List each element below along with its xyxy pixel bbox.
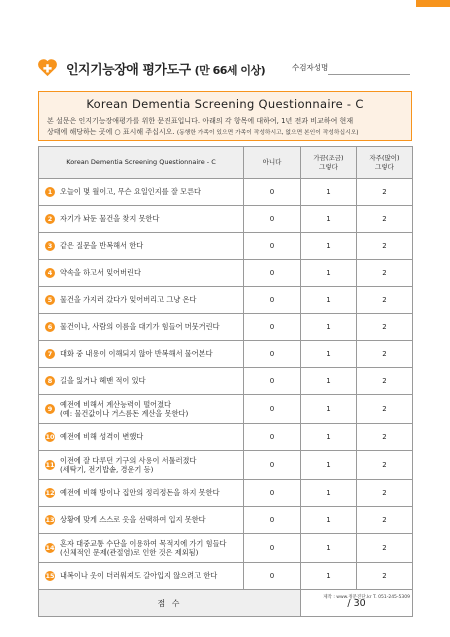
question-text	[60, 400, 188, 419]
score-option-1[interactable]: 1	[301, 368, 357, 395]
question-text-line: 같은 질문을 반복해서 한다	[60, 241, 144, 251]
score-option-1[interactable]: 1	[301, 424, 357, 451]
score-option-1[interactable]: 1	[301, 451, 357, 480]
question-text	[60, 432, 143, 442]
question-content	[45, 571, 243, 581]
question-content	[45, 400, 243, 419]
question-number-badge: 12	[45, 489, 55, 497]
score-option-1[interactable]: 1	[301, 563, 357, 590]
score-option-2[interactable]: 2	[357, 179, 413, 206]
table-row	[39, 314, 413, 341]
question-content	[45, 268, 243, 278]
score-option-0[interactable]: 0	[244, 451, 301, 480]
title-main: 인지기능장애 평가도구	[66, 63, 191, 78]
score-option-2[interactable]: 2	[357, 534, 413, 563]
question-content	[45, 214, 243, 224]
table-row	[39, 233, 413, 260]
question-text	[60, 515, 206, 525]
question-text	[60, 187, 201, 197]
question-content	[45, 539, 243, 558]
score-option-1[interactable]: 1	[301, 534, 357, 563]
score-option-2[interactable]: 2	[357, 424, 413, 451]
score-option-0[interactable]: 0	[244, 507, 301, 534]
score-option-2[interactable]: 2	[357, 507, 413, 534]
question-text	[60, 268, 141, 278]
header-sometimes-l1: 가끔(조금)	[313, 153, 344, 162]
question-content	[45, 241, 243, 251]
question-cell	[39, 341, 244, 368]
question-text-line: 상황에 맞게 스스로 옷을 선택하여 입지 못한다	[60, 515, 206, 525]
score-option-2[interactable]: 2	[357, 451, 413, 480]
question-content	[45, 456, 243, 475]
question-text-line: 오늘이 몇 월이고, 무슨 요일인지를 잘 모른다	[60, 187, 201, 197]
header-often-l1: 자주(많이)	[369, 153, 400, 162]
question-text-line: 내복이나 옷이 더러워져도 갈아입지 않으려고 한다	[60, 571, 218, 581]
question-number-badge: 13	[45, 516, 55, 524]
title-sub: (만 66세 이상)	[194, 64, 266, 77]
score-option-0[interactable]: 0	[244, 314, 301, 341]
question-text-line: (신체적인 문제(관절염)로 인한 것은 제외됨)	[60, 548, 199, 557]
intro-line-1: 본 설문은 인지기능장애평가를 위한 문진표입니다. 아래의 각 항목에 대하여, 1년 전과 비교하여 현재	[47, 117, 354, 125]
intro-line-2-main: 상태에 해당하는 곳에 ○ 표시해 주십시오.	[47, 127, 175, 136]
question-number-badge: 1	[45, 187, 55, 197]
total-label: 점 수	[39, 590, 301, 617]
question-content	[45, 322, 243, 332]
question-text	[60, 349, 213, 359]
question-cell	[39, 368, 244, 395]
score-option-2[interactable]: 2	[357, 563, 413, 590]
score-option-2[interactable]: 2	[357, 341, 413, 368]
score-option-2[interactable]: 2	[357, 368, 413, 395]
score-option-1[interactable]: 1	[301, 287, 357, 314]
score-option-0[interactable]: 0	[244, 260, 301, 287]
question-number-badge: 5	[45, 295, 55, 305]
score-option-0[interactable]: 0	[244, 424, 301, 451]
score-option-2[interactable]: 2	[357, 287, 413, 314]
question-text-line: 자기가 놔둔 물건을 찾지 못한다	[60, 214, 160, 224]
question-content	[45, 376, 243, 386]
header-sometimes	[301, 147, 357, 179]
score-option-2[interactable]: 2	[357, 206, 413, 233]
question-number-badge: 15	[45, 572, 55, 580]
score-option-1[interactable]: 1	[301, 314, 357, 341]
score-option-2[interactable]: 2	[357, 480, 413, 507]
question-text-line: 예전에 비해서 계산능력이 떨어졌다	[60, 399, 172, 409]
page-title	[66, 59, 265, 78]
table-row	[39, 206, 413, 233]
score-option-1[interactable]: 1	[301, 480, 357, 507]
question-text	[60, 376, 146, 386]
question-number-badge: 10	[45, 433, 55, 441]
header-often-l2: 그렇다	[375, 162, 394, 171]
score-option-2[interactable]: 2	[357, 314, 413, 341]
intro-text	[47, 116, 405, 138]
question-content	[45, 295, 243, 305]
question-cell	[39, 534, 244, 563]
question-content	[45, 488, 243, 498]
question-text	[60, 214, 159, 224]
header-question: Korean Dementia Screening Questionnaire - C	[39, 147, 244, 179]
question-number-badge: 4	[45, 268, 55, 278]
score-option-0[interactable]: 0	[244, 206, 301, 233]
total-score: / 30	[301, 590, 413, 617]
table-row	[39, 507, 413, 534]
intro-box	[38, 91, 412, 141]
table-row	[39, 424, 413, 451]
questionnaire-table	[38, 146, 413, 617]
question-text	[60, 456, 196, 475]
question-text-line: 길을 잃거나 헤맨 적이 있다	[60, 376, 146, 386]
question-cell	[39, 424, 244, 451]
question-number-badge: 14	[45, 544, 55, 552]
header-never: 아니다	[244, 147, 301, 179]
intro-line-2	[47, 127, 405, 139]
score-option-2[interactable]: 2	[357, 395, 413, 424]
question-text	[60, 241, 143, 251]
question-text	[60, 571, 217, 581]
score-option-0[interactable]: 0	[244, 368, 301, 395]
question-content	[45, 432, 243, 442]
score-option-1[interactable]: 1	[301, 260, 357, 287]
score-option-0[interactable]: 0	[244, 395, 301, 424]
question-number-badge: 2	[45, 214, 55, 224]
score-option-2[interactable]: 2	[357, 233, 413, 260]
table-row	[39, 534, 413, 563]
question-number-badge: 3	[45, 241, 55, 251]
page-header	[36, 56, 416, 80]
table-row	[39, 341, 413, 368]
question-number-badge: 9	[45, 404, 55, 414]
score-option-2[interactable]: 2	[357, 260, 413, 287]
question-text	[60, 539, 226, 558]
question-text-line: 예전에 비해 방이나 집안의 정리정돈을 하지 못한다	[60, 488, 220, 498]
table-row	[39, 287, 413, 314]
question-cell	[39, 395, 244, 424]
score-option-0[interactable]: 0	[244, 179, 301, 206]
question-text-line: (예: 물건값이나 거스름돈 계산을 못한다)	[60, 409, 189, 418]
score-option-0[interactable]: 0	[244, 563, 301, 590]
score-option-0[interactable]: 0	[244, 287, 301, 314]
score-option-1[interactable]: 1	[301, 507, 357, 534]
question-content	[45, 187, 243, 197]
table-row	[39, 260, 413, 287]
table-row	[39, 480, 413, 507]
header-sometimes-l2: 그렇다	[319, 162, 338, 171]
score-option-0[interactable]: 0	[244, 341, 301, 368]
question-text	[60, 488, 220, 498]
question-cell	[39, 563, 244, 590]
question-cell	[39, 233, 244, 260]
table-row	[39, 179, 413, 206]
header-often	[357, 147, 413, 179]
table-body	[39, 179, 413, 590]
question-cell	[39, 451, 244, 480]
score-option-1[interactable]: 1	[301, 395, 357, 424]
question-cell	[39, 206, 244, 233]
score-option-0[interactable]: 0	[244, 233, 301, 260]
intro-line-2-note: (동행한 가족이 있으면 가족이 작성하시고, 없으면 본인이 작성하십시오)	[176, 129, 359, 136]
question-cell	[39, 179, 244, 206]
examinee-label: 수검자성명	[292, 63, 329, 72]
footer-credit: 제작 : www.정문진단.kr T. 051-245-5309	[323, 595, 410, 600]
score-option-1[interactable]: 1	[301, 233, 357, 260]
question-text-line: 혼자 대중교통 수단을 이용하여 목적지에 가기 힘들다	[60, 538, 227, 548]
question-text-line: 예전에 비해 성격이 변했다	[60, 432, 144, 442]
question-text-line: 이전에 잘 다루던 기구의 사용이 서툴러졌다	[60, 455, 197, 465]
question-cell	[39, 287, 244, 314]
score-option-1[interactable]: 1	[301, 341, 357, 368]
question-content	[45, 515, 243, 525]
question-cell	[39, 480, 244, 507]
intro-title: Korean Dementia Screening Questionnaire - C	[86, 97, 364, 111]
question-text-line: 대화 중 내용이 이해되지 않아 반복해서 물어본다	[60, 349, 213, 359]
question-text-line: 물건이나, 사람의 이름을 대기가 힘들어 머뭇거린다	[60, 322, 220, 332]
question-text	[60, 322, 220, 332]
table-header-row	[39, 147, 413, 179]
question-cell	[39, 507, 244, 534]
question-cell	[39, 260, 244, 287]
question-text-line: 약속을 하고서 잊어버린다	[60, 268, 141, 278]
table-row	[39, 563, 413, 590]
examinee-name-field[interactable]	[328, 74, 410, 75]
question-text-line: (세탁기, 전기밥솥, 경운기 등)	[60, 465, 154, 474]
question-number-badge: 11	[45, 461, 55, 469]
score-option-1[interactable]: 1	[301, 179, 357, 206]
question-content	[45, 349, 243, 359]
question-number-badge: 7	[45, 349, 55, 359]
question-number-badge: 8	[45, 376, 55, 386]
score-option-0[interactable]: 0	[244, 480, 301, 507]
table-row	[39, 395, 413, 424]
score-option-0[interactable]: 0	[244, 534, 301, 563]
question-text-line: 물건을 가지러 갔다가 잊어버리고 그냥 온다	[60, 295, 197, 305]
question-cell	[39, 314, 244, 341]
heart-plus-icon	[36, 56, 59, 79]
corner-accent	[416, 0, 450, 7]
question-text	[60, 295, 196, 305]
score-option-1[interactable]: 1	[301, 206, 357, 233]
table-row	[39, 368, 413, 395]
table-row	[39, 451, 413, 480]
question-number-badge: 6	[45, 322, 55, 332]
